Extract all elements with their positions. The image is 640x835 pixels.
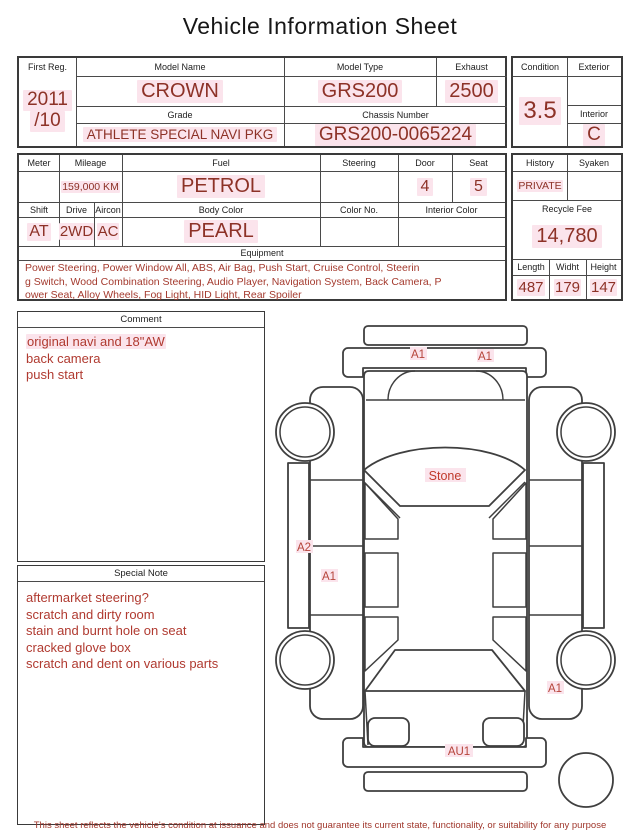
grade-label: Grade (167, 109, 193, 120)
model-name-value: CROWN (76, 76, 284, 106)
recycle-fee-value: 14,780 (513, 217, 621, 255)
condition-value: 3.5 (513, 76, 567, 146)
seat-label: Seat (469, 158, 488, 168)
door-value: 4 (398, 171, 452, 202)
car-damage-diagram (270, 310, 638, 815)
aircon-label: Aircon (95, 204, 121, 215)
fuel-label: Fuel (212, 158, 230, 168)
interior-label: Interior (579, 109, 608, 119)
equipment-line: ower Seat, Alloy Wheels, Fog Light, HID Light, Rear Spoiler (25, 289, 302, 302)
equipment-line: g Switch, Wood Combination Steering, Audio Player, Navigation System, Back Camera, P (25, 275, 442, 288)
body-color-value: PEARL (122, 217, 320, 246)
history-label: History (525, 158, 554, 168)
page-title: Vehicle Information Sheet (182, 13, 458, 39)
damage-label-front-right: A1 (477, 351, 493, 363)
wheel-rear-left (276, 631, 334, 689)
chassis-number-label: Chassis Number (362, 109, 429, 120)
damage-label-windshield: Stone (428, 469, 462, 483)
drive-label: Drive (65, 204, 87, 215)
model-identity-table (17, 56, 507, 148)
comment-box (17, 311, 265, 562)
damage-label-left-sill: A2 (296, 542, 312, 554)
model-type-label: Model Type (336, 62, 384, 72)
length-value: 487 (518, 278, 544, 296)
chassis-number-value: GRS200-0065224 (284, 123, 507, 146)
steering-label: Steering (342, 158, 376, 168)
comment-line: original navi and 18"AW (27, 334, 165, 349)
wheel-front-left (276, 403, 334, 461)
special-note-box (17, 565, 265, 825)
aircon-value: AC (97, 223, 119, 240)
comment-header: Comment (18, 312, 264, 328)
exhaust-value: 2500 (436, 76, 507, 106)
wheel-rear-right (557, 631, 615, 689)
exterior-label: Exterior (578, 62, 610, 72)
color-no-label: Color No. (339, 204, 378, 215)
special-note-line: stain and burnt hole on seat (26, 623, 187, 638)
damage-label-left-rear-door: A1 (321, 571, 337, 583)
left-tail-light (368, 718, 409, 746)
equipment-line: Power Steering, Power Window All, ABS, Air Bag, Push Start, Cruise Control, Steerin (25, 262, 420, 274)
syaken-value (567, 171, 621, 200)
steering-value (320, 171, 398, 202)
color-no-value (320, 217, 398, 246)
width-label: Widht (555, 262, 579, 272)
history-table (511, 153, 623, 301)
comment-line: push start (26, 367, 84, 382)
width-value: 179 (554, 278, 581, 296)
exterior-value (567, 76, 621, 105)
meter-value (19, 171, 59, 202)
disclaimer-text: This sheet reflects the vehicle's condition at issuance and does not guarantee its current state, functionality, or suitability for any purpose (33, 820, 607, 831)
rear-bottom-strip (364, 772, 527, 791)
details-table (17, 153, 507, 301)
syaken-label: Syaken (578, 158, 610, 168)
height-label: Height (590, 262, 617, 272)
shift-label: Shift (29, 204, 48, 215)
special-note-line: scratch and dent on various parts (26, 656, 219, 671)
equipment-label: Equipment (240, 248, 284, 258)
special-note-text (26, 590, 258, 673)
shift-value: AT (29, 222, 49, 240)
special-note-header: Special Note (18, 566, 264, 582)
special-note-line: scratch and dirty room (26, 606, 155, 622)
drive-value: 2WD (59, 223, 94, 240)
body-color-label: Body Color (198, 204, 244, 215)
right-sill-panel (583, 463, 604, 628)
comment-text (26, 334, 258, 384)
divider-line (513, 200, 621, 201)
special-note-line: aftermarket steering? (26, 590, 149, 605)
right-rear-window (493, 553, 526, 607)
left-rear-window (365, 553, 398, 607)
grade-value: ATHLETE SPECIAL NAVI PKG (76, 123, 284, 146)
comment-line: back camera (26, 350, 101, 366)
exhaust-label: Exhaust (455, 62, 488, 72)
height-value: 147 (590, 278, 617, 296)
spare-tire (559, 753, 613, 807)
equipment-text (25, 262, 501, 303)
front-top-strip (364, 326, 527, 345)
mileage-value: 159,000 KM (62, 180, 119, 193)
door-label: Door (415, 158, 435, 168)
interior-color-value (398, 217, 505, 246)
fuel-value: PETROL (122, 171, 320, 202)
length-label: Length (517, 262, 545, 272)
damage-label-rear-bumper: AU1 (447, 746, 471, 758)
recycle-fee-label: Recycle Fee (541, 204, 593, 214)
model-name-label: Model Name (154, 62, 206, 72)
condition-label: Condition (520, 62, 560, 72)
interior-color-label: Interior Color (425, 204, 478, 215)
special-note-line: cracked glove box (26, 639, 131, 655)
model-type-value: GRS200 (284, 76, 436, 106)
seat-value: 5 (452, 171, 505, 202)
interior-value: C (567, 123, 621, 146)
wheel-front-right (557, 403, 615, 461)
first-reg-value: 2011 /10 (19, 76, 76, 146)
mileage-label: Mileage (74, 158, 107, 168)
rating-table (511, 56, 623, 148)
right-tail-light (483, 718, 524, 746)
history-value: PRIVATE (518, 179, 562, 192)
meter-label: Meter (27, 158, 51, 168)
damage-label-right-rear-wheel: A1 (547, 683, 563, 695)
damage-label-front-left: A1 (410, 349, 426, 361)
divider-line (19, 260, 505, 261)
first-reg-label: First Reg. (27, 62, 67, 72)
